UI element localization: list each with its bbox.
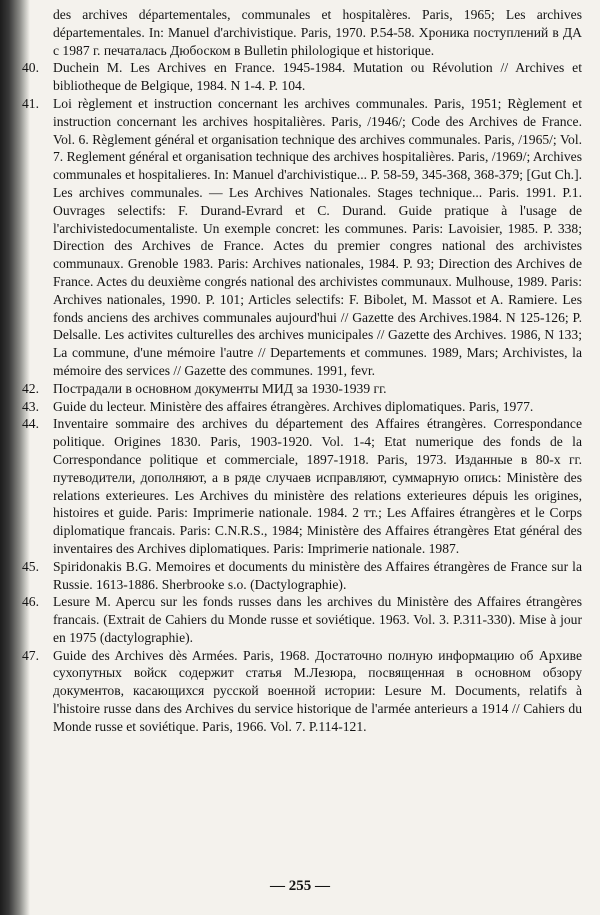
entry-text: Loi règlement et instruction concernant les archives communales. Paris, 1951; Règlement et instruction concernant les archives hospitalières. Paris, /1946/; Code des Archives de France. Vol. 6. Règlement général et organisation technique des archives communales. Paris, /1965/; Vol. 7. Reglement général et organisation technique des archives hospitalières. Paris, /1969/; Archives communales et hospitalieres. In: Manuel d'archivistique... P. 58-59, 345-368, 368-379; [Gut Ch.]. Les archives communales. — Les Archives Nationales. Stages technique... Paris. 1991. P.1. Ouvrages selectifs: F. Durand-Evrard et C. Durand. Guide pratique à l'usage de l'archivistedocumentaliste. Un exemple concret: les communes. Paris: Lavoisier, 1985. P. 338; Direction des Archives de France. Actes du premier congres national des archivistes communaux. Grenoble 1983. Paris: Archives nationales, 1984. P. 93; Direction des Archives de France. Actes du deuxième congrés national des archivistes communaux. Mulhouse, 1989. Paris: Archives nationales, 1990. P. 101; Articles selectifs: F. Bibolet, M. Massot et A. Ramiere. Les fonds anciens des archives communales aujourd'hui // Gazette des Archives.1984. N 125-126; P. Delsalle. Les activites culturelles des archives municipales // Gazette des Archives. 1986, N 133; La commune, d'une mémoire l'autre // Departements et communes. 1989, Mars; Archivistes, la mémoire des services // Gazette des communes. 1991, fevr. [53, 95, 583, 378]
bibliography-entry-45 [22, 558, 582, 594]
entry-number: 47. [22, 647, 39, 663]
entry-number: 43. [22, 398, 39, 414]
entry-number: 41. [22, 95, 39, 111]
bibliography-entry-46 [22, 593, 582, 646]
entry-number: 45. [22, 558, 39, 574]
bibliography-entry-42 [22, 380, 582, 398]
bibliography-entry-43 [22, 398, 582, 416]
entry-text: Guide des Archives dès Armées. Paris, 1968. Достаточно полную информацию об Архиве сухопутных войск содержит статья М.Лезюра, посвященная в основном обзору документов, касающихся русской военной истории: Lesure M. Documents, relatifs à l'histoire russe dans des Archives du service historique de l'armée anterieurs a 1914 // Cahiers du Monde russe et soviétique. Paris, 1966. Vol. 7. P.114-121. [53, 647, 582, 734]
entry-text: Spiridonakis B.G. Memoires et documents du ministère des Affaires étrangères de France sur la Russie. 1613-1886. Sherbrooke s.o. (Dactylographie). [53, 558, 582, 592]
page-body [22, 6, 582, 736]
continuation-paragraph: des archives départementales, communales et hospitalères. Paris, 1965; Les archives départementales. In: Manuel d'archivistique. Paris, 1970. P.54-58. Хроника поступлений в ДА с 1987 г. печаталась Дюбоском в Bulletin philologique et historique. [53, 7, 582, 58]
entry-text: Inventaire sommaire des archives du département des Affaires étrangères. Correspondance politique. Origines 1830. Paris, 1903-1920. Vol. 1-4; Etat numerique des fonds de la Correspondance politique et commerciale, 1897-1918. Paris, 1973. Изданные в 80-х гг. путеводители, дополняют, а в ряде случаев исправляют, суммарную опись: Ministère des relations exterieures. Les Archives du ministère des relations exterieures dépuis les origines, histoires et guide. Paris: Imprimerie nationale. 1984. 2 тт.; Les Affaires étrangères et le Corps diplomatique francais. Paris: C.N.R.S., 1984; Ministère des Affaires étrangères Etat général des inventaires des Archives diplomatiques. Paris: Imprimerie nationale. 1987. [53, 416, 582, 556]
entry-text: Lesure M. Apercu sur les fonds russes dans les archives du Ministère des Affaires étrangères francais. (Extrait de Cahiers du Monde russe et soviétique. 1963. Vol. 3. P.311-330). Mise à jour en 1975 (dactylographie). [53, 594, 582, 645]
bibliography-entry-41 [22, 95, 582, 380]
entry-text: Guide du lecteur. Ministère des affaires étrangères. Archives diplomatiques. Paris, 1977. [53, 398, 534, 414]
entry-text: Пострадали в основном документы МИД за 1930-1939 гг. [53, 380, 387, 396]
bibliography-entry-44 [22, 415, 582, 557]
entry-number: 44. [22, 416, 39, 432]
entry-text: Duchein M. Les Archives en France. 1945-1984. Mutation ou Révolution // Archives et bibliotheque de Belgique, 1984. N 1-4. P. 104. [53, 60, 582, 94]
entry-number: 40. [22, 60, 39, 76]
entry-number: 46. [22, 594, 39, 610]
page-number: — 255 — [270, 878, 330, 894]
entry-number: 42. [22, 380, 39, 396]
bibliography-entry-47 [22, 647, 582, 736]
bibliography-entry-40 [22, 59, 582, 95]
